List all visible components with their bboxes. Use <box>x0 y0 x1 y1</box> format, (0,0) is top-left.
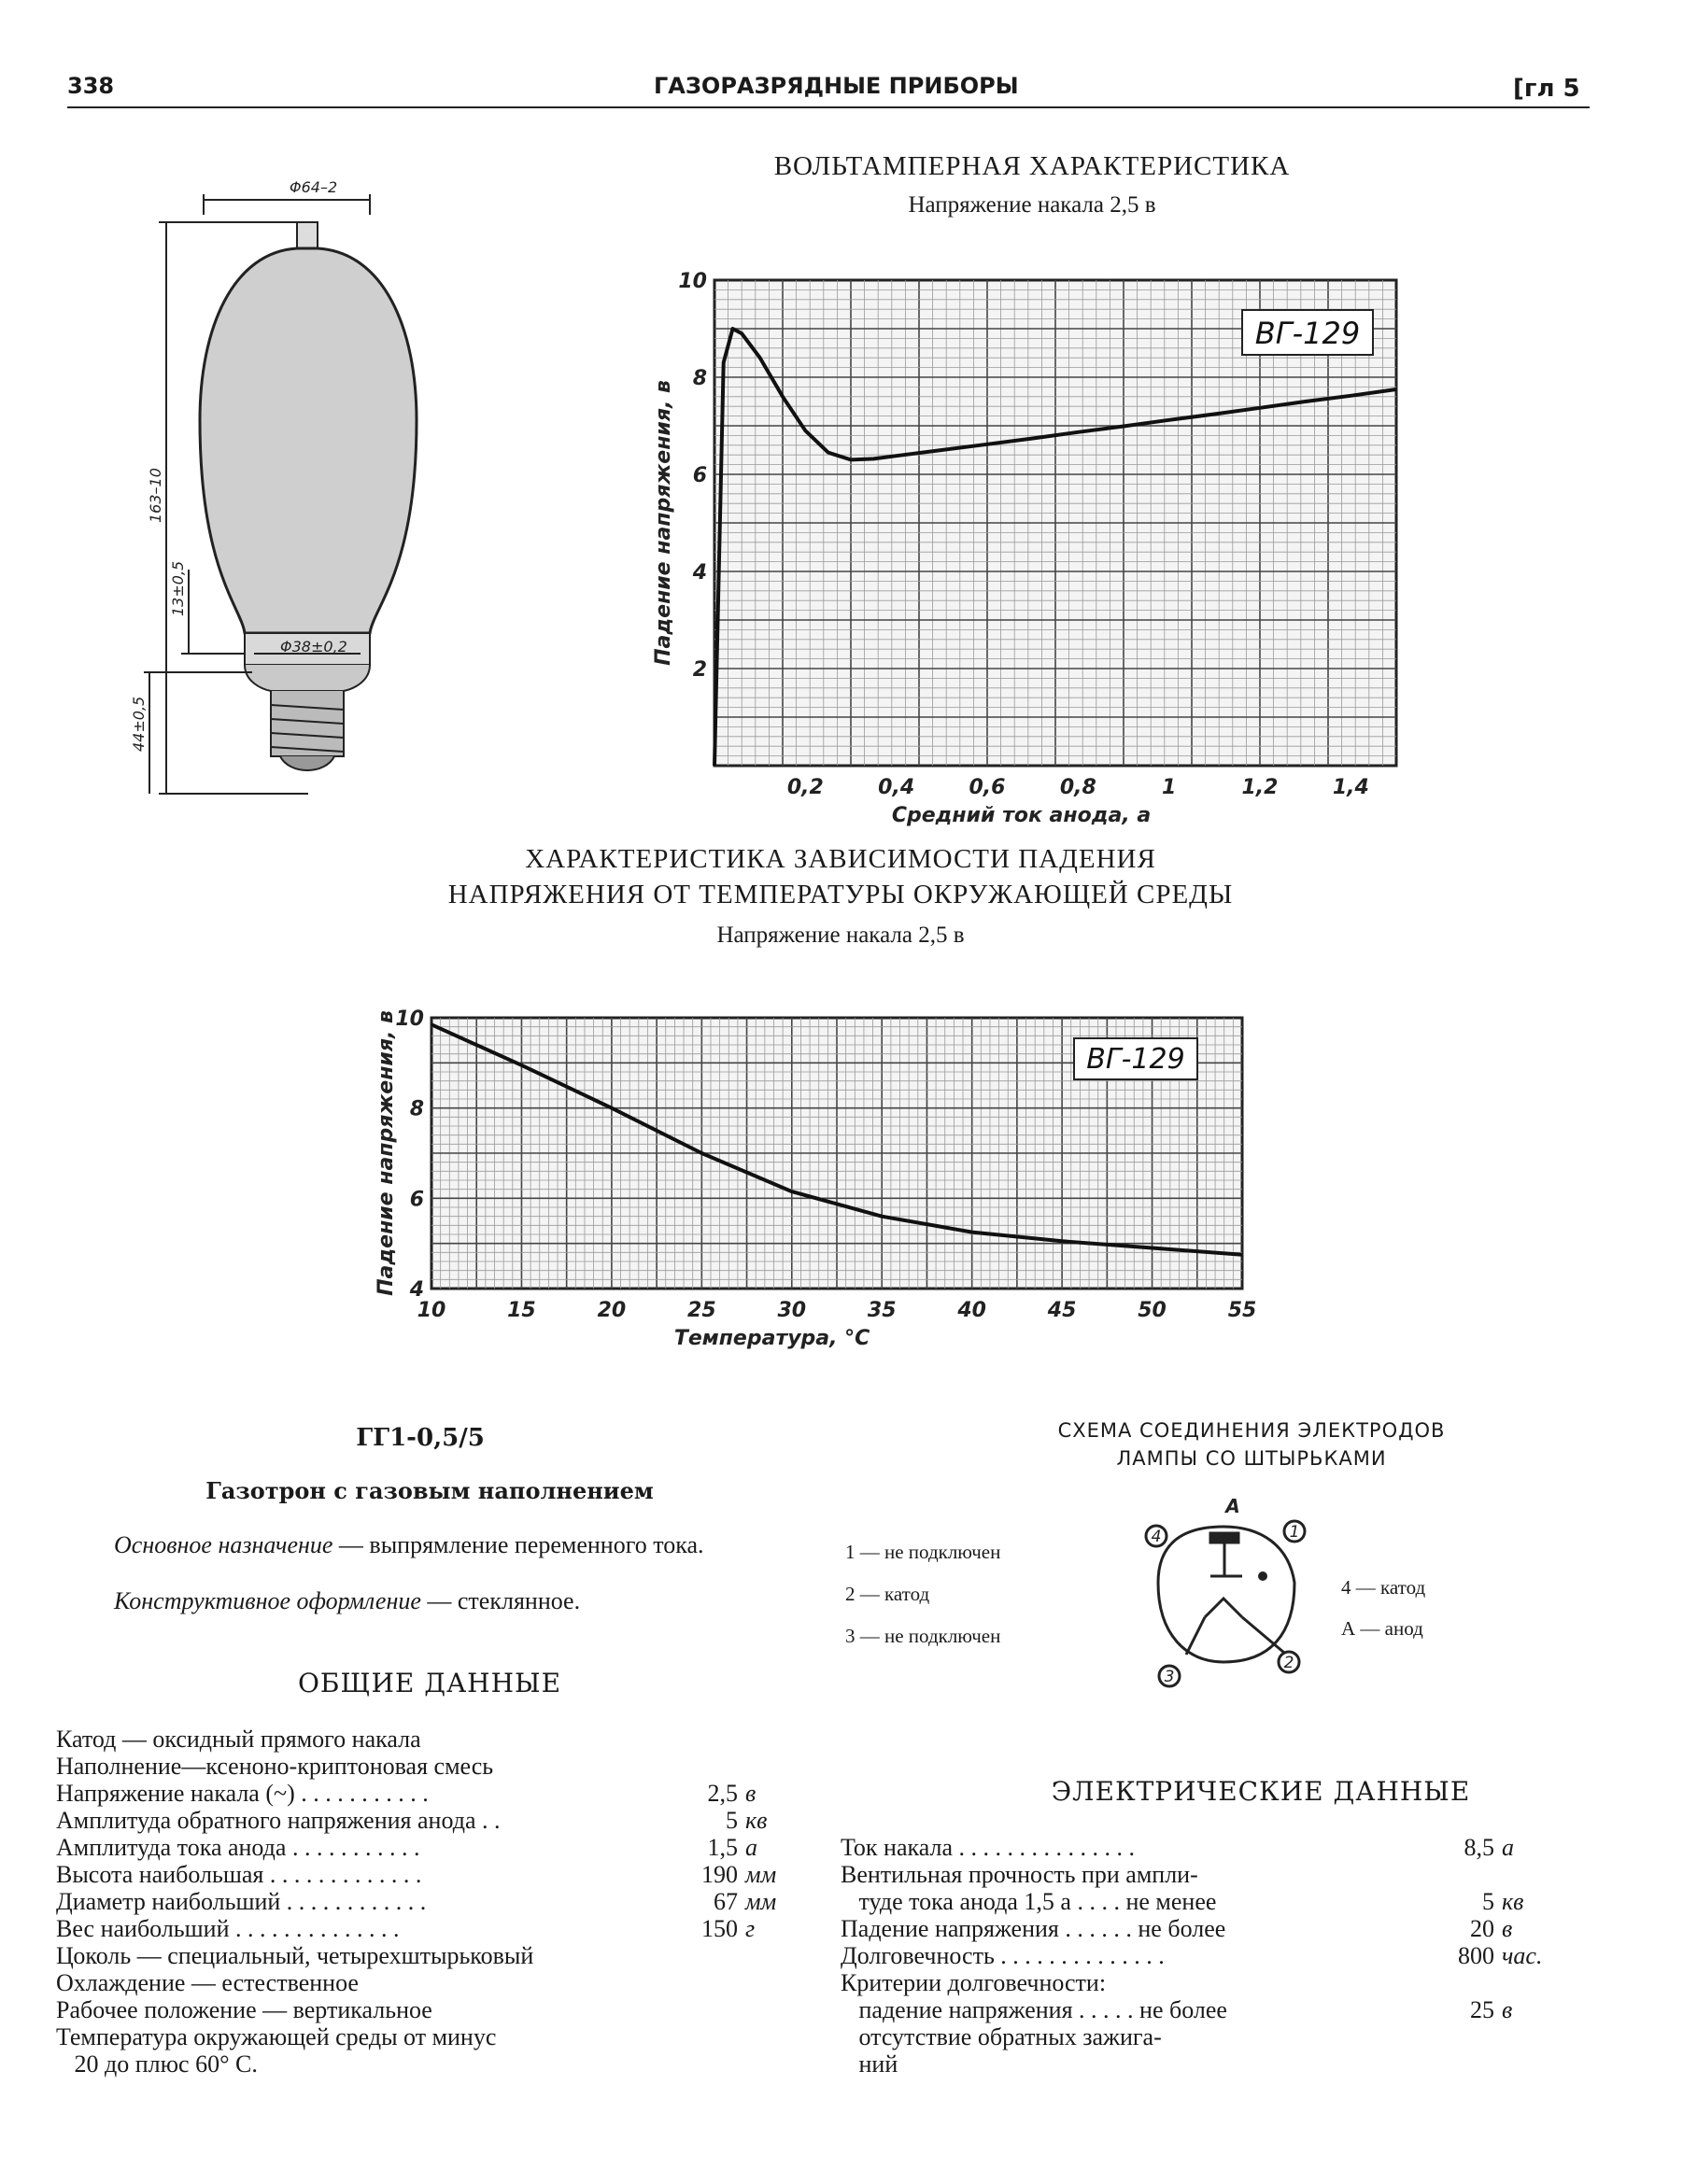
row-value: 20 <box>1470 1915 1494 1942</box>
row-value <box>1444 1969 1494 1996</box>
row-unit: в <box>1502 1996 1513 2023</box>
row-value <box>693 1753 738 1780</box>
y-axis-label: Падение напряжения, в <box>375 1010 398 1296</box>
dim-height-label: 163–10 <box>147 468 164 523</box>
y-axis-label: Падение напряжения, в <box>652 380 675 666</box>
row-unit <box>1502 2050 1550 2078</box>
y-tick-label: 6 <box>692 464 707 487</box>
row-label: Цоколь — специальный, четырехштырьковый <box>56 1942 534 1969</box>
row-label: Диаметр наибольший . . . . . . . . . . . . <box>56 1888 427 1915</box>
row-value: 190 <box>701 1861 738 1888</box>
row-unit <box>745 2050 794 2078</box>
row-label: Падение напряжения . . . . . . не более <box>841 1915 1226 1942</box>
row-unit <box>1502 2023 1550 2050</box>
pin-1-label: 1 <box>1289 1523 1300 1542</box>
row-unit: а <box>745 1834 757 1861</box>
pin-2-label: 2 <box>1283 1654 1294 1672</box>
row-value <box>1444 1861 1494 1888</box>
row-unit: а <box>1502 1834 1514 1861</box>
row-unit <box>1502 1861 1550 1888</box>
row-unit: мм <box>745 1888 777 1915</box>
y-tick-label: 6 <box>409 1188 424 1212</box>
row-unit <box>745 1753 794 1780</box>
x-tick-label: 50 <box>1138 1299 1167 1322</box>
tube-design <box>114 1587 824 1614</box>
row-label: Высота наибольшая . . . . . . . . . . . . . <box>56 1861 422 1888</box>
row-unit <box>745 1942 794 1969</box>
design-label: Конструктивное оформление <box>114 1587 421 1614</box>
row-label: Вес наибольший . . . . . . . . . . . . . . <box>56 1915 400 1942</box>
row-value: 25 <box>1470 1996 1494 2023</box>
data-row <box>841 1834 1550 1861</box>
row-value: 5 <box>726 1807 738 1834</box>
dim-neck-label: 13±0,5 <box>169 560 187 616</box>
row-unit: г <box>745 1915 756 1942</box>
pin-dot <box>1258 1571 1267 1581</box>
series-label: ВГ-129 <box>1254 316 1361 351</box>
chart1-title: ВОЛЬТАМПЕРНАЯ ХАРАКТЕРИСТИКА <box>773 151 1291 181</box>
y-tick-label: 10 <box>678 270 707 293</box>
tube-name: ГГ1-0,5/5 <box>356 1424 485 1452</box>
x-tick-label: 30 <box>777 1299 807 1322</box>
x-tick-label: 10 <box>417 1299 446 1322</box>
x-axis-label: Температура, °С <box>673 1327 870 1350</box>
x-tick-label: 25 <box>687 1299 716 1322</box>
running-title: ГАЗОРАЗРЯДНЫЕ ПРИБОРЫ <box>654 73 1019 99</box>
general-table <box>56 1726 794 2078</box>
pin-a-label: А <box>1225 1495 1240 1517</box>
row-unit: час. <box>1502 1942 1543 1969</box>
pin-4-label: 4 <box>1151 1528 1162 1546</box>
row-value <box>693 2050 738 2078</box>
row-value: 800 <box>1458 1942 1494 1969</box>
design-text: — стеклянное. <box>420 1587 581 1614</box>
electrical-title: ЭЛЕКТРИЧЕСКИЕ ДАННЫЕ <box>1051 1776 1471 1807</box>
y-tick-label: 4 <box>409 1278 424 1302</box>
data-row <box>56 1726 794 1753</box>
row-value: 67 <box>714 1888 738 1915</box>
x-tick-label: 40 <box>957 1299 986 1322</box>
purpose-text: — выпрямление переменного тока. <box>332 1531 704 1558</box>
purpose-label: Основное назначение <box>114 1531 333 1558</box>
row-value: 8,5 <box>1464 1834 1494 1861</box>
schema-legend-a: А — анод <box>1341 1617 1423 1640</box>
data-row <box>56 1942 794 1969</box>
x-axis-label: Средний ток анода, а <box>891 804 1152 827</box>
row-value <box>693 1726 738 1753</box>
data-row <box>56 1780 794 1807</box>
data-row <box>841 1969 1550 1996</box>
x-tick-label: 0,2 <box>786 776 824 799</box>
data-row <box>841 1861 1550 1888</box>
row-unit: в <box>1502 1915 1513 1942</box>
row-value <box>693 1996 738 2023</box>
data-row <box>56 2050 794 2078</box>
schema-legend-4: 4 — катод <box>1341 1576 1426 1599</box>
pin-diagram <box>1121 1494 1326 1699</box>
row-label: Катод — оксидный прямого накала <box>56 1726 421 1753</box>
row-unit: мм <box>745 1861 777 1888</box>
y-tick-label: 8 <box>692 367 707 390</box>
x-tick-label: 55 <box>1227 1299 1257 1322</box>
row-label: Критерии долговечности: <box>841 1969 1107 1996</box>
tube-drawing <box>130 177 420 812</box>
y-tick-label: 10 <box>395 1007 424 1031</box>
schema-legend-2: 2 — катод <box>845 1583 930 1605</box>
row-label: туде тока анода 1,5 а . . . . не менее <box>841 1888 1217 1915</box>
row-label: Наполнение—ксеноно-криптоновая смесь <box>56 1753 494 1780</box>
x-tick-label: 0,6 <box>969 776 1006 799</box>
data-row <box>56 1807 794 1834</box>
y-tick-label: 4 <box>692 561 707 585</box>
data-row <box>841 1996 1550 2023</box>
series-label: ВГ-129 <box>1086 1043 1185 1076</box>
dim-top-label: Φ64–2 <box>290 178 338 196</box>
dim-base-label: Φ38±0,2 <box>280 638 347 655</box>
x-tick-label: 0,8 <box>1059 776 1096 799</box>
data-row <box>56 2023 794 2050</box>
row-unit: в <box>745 1780 757 1807</box>
chart1-subtitle: Напряжение накала 2,5 в <box>908 192 1156 218</box>
row-unit <box>745 1726 794 1753</box>
schema-title-line1: СХЕМА СОЕДИНЕНИЯ ЭЛЕКТРОДОВ <box>1057 1419 1446 1442</box>
chart2-subtitle: Напряжение накала 2,5 в <box>716 923 965 948</box>
x-tick-label: 1,4 <box>1332 776 1369 799</box>
row-label: Ток накала . . . . . . . . . . . . . . . <box>841 1834 1136 1861</box>
row-label: Амплитуда тока анода . . . . . . . . . . . <box>56 1834 420 1861</box>
row-label: Амплитуда обратного напряжения анода . . <box>56 1807 501 1834</box>
row-label: Долговечность . . . . . . . . . . . . . . <box>841 1942 1165 1969</box>
data-row <box>56 1753 794 1780</box>
row-unit <box>1502 1969 1550 1996</box>
row-label: Вентильная прочность при ампли- <box>841 1861 1198 1888</box>
data-row <box>841 1942 1550 1969</box>
x-tick-label: 15 <box>507 1299 536 1322</box>
row-label: падение напряжения . . . . . не более <box>841 1996 1227 2023</box>
row-label: Температура окружающей среды от минус <box>56 2023 497 2050</box>
row-label: Охлаждение — естественное <box>56 1969 359 1996</box>
schema-legend-3: 3 — не подключен <box>845 1625 1001 1647</box>
data-row <box>56 1888 794 1915</box>
chart2 <box>355 990 1289 1382</box>
general-title: ОБЩИЕ ДАННЫЕ <box>297 1668 562 1698</box>
row-value: 5 <box>1482 1888 1494 1915</box>
row-value <box>1444 2050 1494 2078</box>
data-row <box>56 1834 794 1861</box>
data-row <box>841 2023 1550 2050</box>
dim-cap-label: 44±0,5 <box>130 696 148 752</box>
row-label: отсутствие обратных зажига- <box>841 2023 1162 2050</box>
data-row <box>56 1996 794 2023</box>
row-label: Напряжение накала (~) . . . . . . . . . . . <box>56 1780 429 1807</box>
chart1 <box>635 261 1438 827</box>
row-unit <box>745 1969 794 1996</box>
chapter-ref: [гл 5 <box>1513 75 1580 103</box>
schema-legend-1: 1 — не подключен <box>845 1541 1001 1563</box>
data-row <box>841 1915 1550 1942</box>
row-value <box>693 1942 738 1969</box>
data-row <box>56 1969 794 1996</box>
x-tick-label: 0,4 <box>878 776 915 799</box>
chart2-title-line1: ХАРАКТЕРИСТИКА ЗАВИСИМОСТИ ПАДЕНИЯ <box>525 844 1156 874</box>
tube-purpose <box>58 1531 805 1558</box>
row-label: Рабочее положение — вертикальное <box>56 1996 432 2023</box>
x-tick-label: 1 <box>1162 776 1177 799</box>
data-row <box>841 2050 1550 2078</box>
schema-title-line2: ЛАМПЫ СО ШТЫРЬКАМИ <box>1116 1447 1387 1470</box>
row-value: 150 <box>701 1915 738 1942</box>
page-number: 338 <box>67 73 115 99</box>
x-tick-label: 1,2 <box>1241 776 1279 799</box>
data-row <box>56 1861 794 1888</box>
row-value <box>693 2023 738 2050</box>
y-tick-label: 8 <box>409 1097 424 1121</box>
electrical-table <box>841 1834 1550 2078</box>
row-value <box>1444 2023 1494 2050</box>
row-unit <box>745 2023 794 2050</box>
row-unit <box>745 1996 794 2023</box>
row-unit: кв <box>1502 1888 1524 1915</box>
data-row <box>841 1888 1550 1915</box>
row-label: 20 до плюс 60° С. <box>56 2050 258 2078</box>
row-value: 1,5 <box>707 1834 738 1861</box>
x-tick-label: 35 <box>867 1299 897 1322</box>
row-label: ний <box>841 2050 898 2078</box>
row-unit: кв <box>745 1807 768 1834</box>
x-tick-label: 45 <box>1047 1299 1077 1322</box>
header-rule <box>67 106 1590 108</box>
chart2-title-line2: НАПРЯЖЕНИЯ ОТ ТЕМПЕРАТУРЫ ОКРУЖАЮЩЕЙ СРЕДЫ <box>447 880 1234 909</box>
row-value: 2,5 <box>707 1780 738 1807</box>
y-tick-label: 2 <box>692 658 707 682</box>
pin-3-label: 3 <box>1164 1668 1175 1686</box>
data-row <box>56 1915 794 1942</box>
row-value <box>693 1969 738 1996</box>
tube-desc: Газотрон с газовым наполнением <box>205 1477 654 1504</box>
x-tick-label: 20 <box>597 1299 627 1322</box>
